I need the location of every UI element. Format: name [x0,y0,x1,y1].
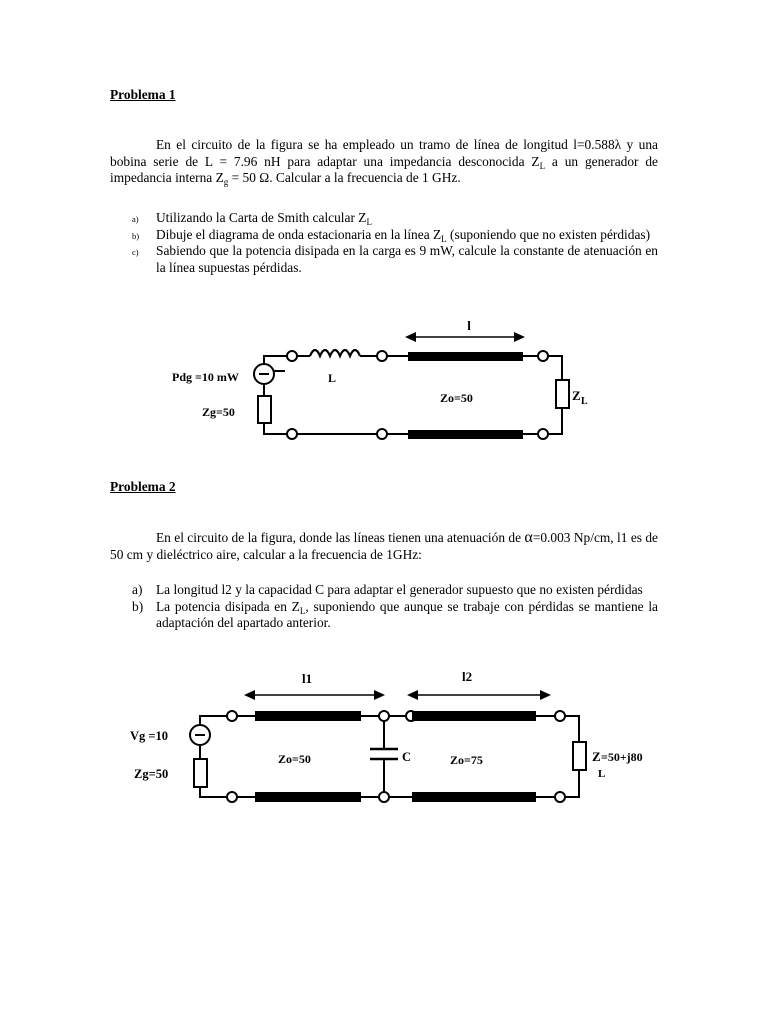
zg-label: Zg=50 [202,405,235,419]
load-label: Z [572,388,581,403]
zo2-label: Zo=75 [450,753,483,767]
problem1-question-list [110,210,658,276]
problem1-circuit-diagram [160,308,600,458]
statement-text: En el circuito de la figura se ha empleado un tramo de línea de longitud l=0.588λ y una bobina serie de L = 7.96 nH para adaptar una impedancia desconocida Z [110,137,658,169]
load-label-sub: L [581,396,588,407]
transmission-line-top [408,352,523,361]
list-marker: b) [132,230,140,241]
statement-text: En el circuito de la figura, donde las líneas tienen una atenuación de [156,530,525,545]
load-value-label: =50+j80 [601,750,643,764]
load-zl-icon [556,380,569,408]
list-marker: a) [132,214,139,224]
zo1-label: Zo=50 [278,752,311,766]
subscript: L [366,217,372,227]
terminal-node [227,711,237,721]
problem2-question-list [110,582,658,632]
list-item [110,582,658,599]
problem2-statement [110,530,658,563]
terminal-node [377,429,387,439]
wire [264,356,287,364]
terminal-node [379,792,389,802]
item-text: La potencia disipada en Z [156,598,300,614]
wire [264,423,287,434]
zg-label: Zg=50 [134,767,169,781]
zo-label: Zo=50 [440,391,473,405]
transmission-line-bottom [408,430,523,439]
subscript: L [441,233,447,244]
terminal-node [538,429,548,439]
arrow-head-left [405,332,416,342]
subscript: g [223,177,229,187]
length-label: l [467,318,471,333]
load-label-sub: L [598,768,606,780]
terminal-node [379,711,389,721]
subscript: L [299,605,306,616]
terminal-node [377,351,387,361]
terminal-node [287,351,297,361]
l2-label: l2 [462,669,473,684]
cap-label: C [402,750,412,764]
list-marker: b) [132,598,144,614]
terminal-node [555,792,565,802]
list-marker: c) [132,247,139,257]
subscript: L [539,160,546,171]
source-label: Pdg =10 mW [172,370,239,384]
transmission-line-1-bottom [255,792,361,802]
l1-label: l1 [302,671,313,686]
item-text: Sabiendo que la potencia disipada en la carga es 9 mW, calcule la constante de atenuación en la línea supuestas pérdidas. [156,243,658,275]
load-label: Z [592,749,601,764]
terminal-node [555,711,565,721]
item-text: (suponiendo que no existen pérdidas) [446,226,651,242]
list-item [110,599,658,632]
source-label: Vg =10 [130,729,169,743]
statement-text: = 50 Ω. Calcular a la frecuencia de 1 GHz. [228,170,461,185]
problem2-circuit-diagram [112,665,672,820]
statement-text: =0.003 Np/cm, l1 es de 50 cm y dieléctrico aire, calcular a la frecuencia de 1GHz: [110,530,658,562]
alpha-symbol: α [524,529,533,546]
inductor-label: L [328,371,337,385]
problem1-statement [110,137,658,187]
statement-text: a un generador de impedancia interna Z [110,153,658,185]
list-marker: a) [132,582,143,597]
problem1-heading: Problema 1 [110,87,176,102]
item-text: , suponiendo que aunque se trabaje con pérdidas se mantiene la adaptación del apartado anterior. [156,598,658,630]
terminal-node [287,429,297,439]
transmission-line-2-top [412,711,536,721]
load-zl-icon [573,742,586,770]
resistor-zg-icon [194,759,207,787]
item-text: Dibuje el diagrama de onda estacionaria en la línea Z [156,226,442,242]
list-item [110,243,658,276]
item-text: Utilizando la Carta de Smith calcular Z [156,210,367,225]
terminal-node [538,351,548,361]
item-text: La longitud l2 y la capacidad C para adaptar el generador supuesto que no existen pérdidas [156,582,643,597]
terminal-node [227,792,237,802]
transmission-line-2-bottom [412,792,536,802]
arrow-head-right [514,332,525,342]
list-item [110,210,658,227]
list-item [110,227,658,244]
problem2-heading: Problema 2 [110,479,176,494]
transmission-line-1-top [255,711,361,721]
inductor-icon [310,350,360,356]
resistor-zg-icon [258,396,271,423]
